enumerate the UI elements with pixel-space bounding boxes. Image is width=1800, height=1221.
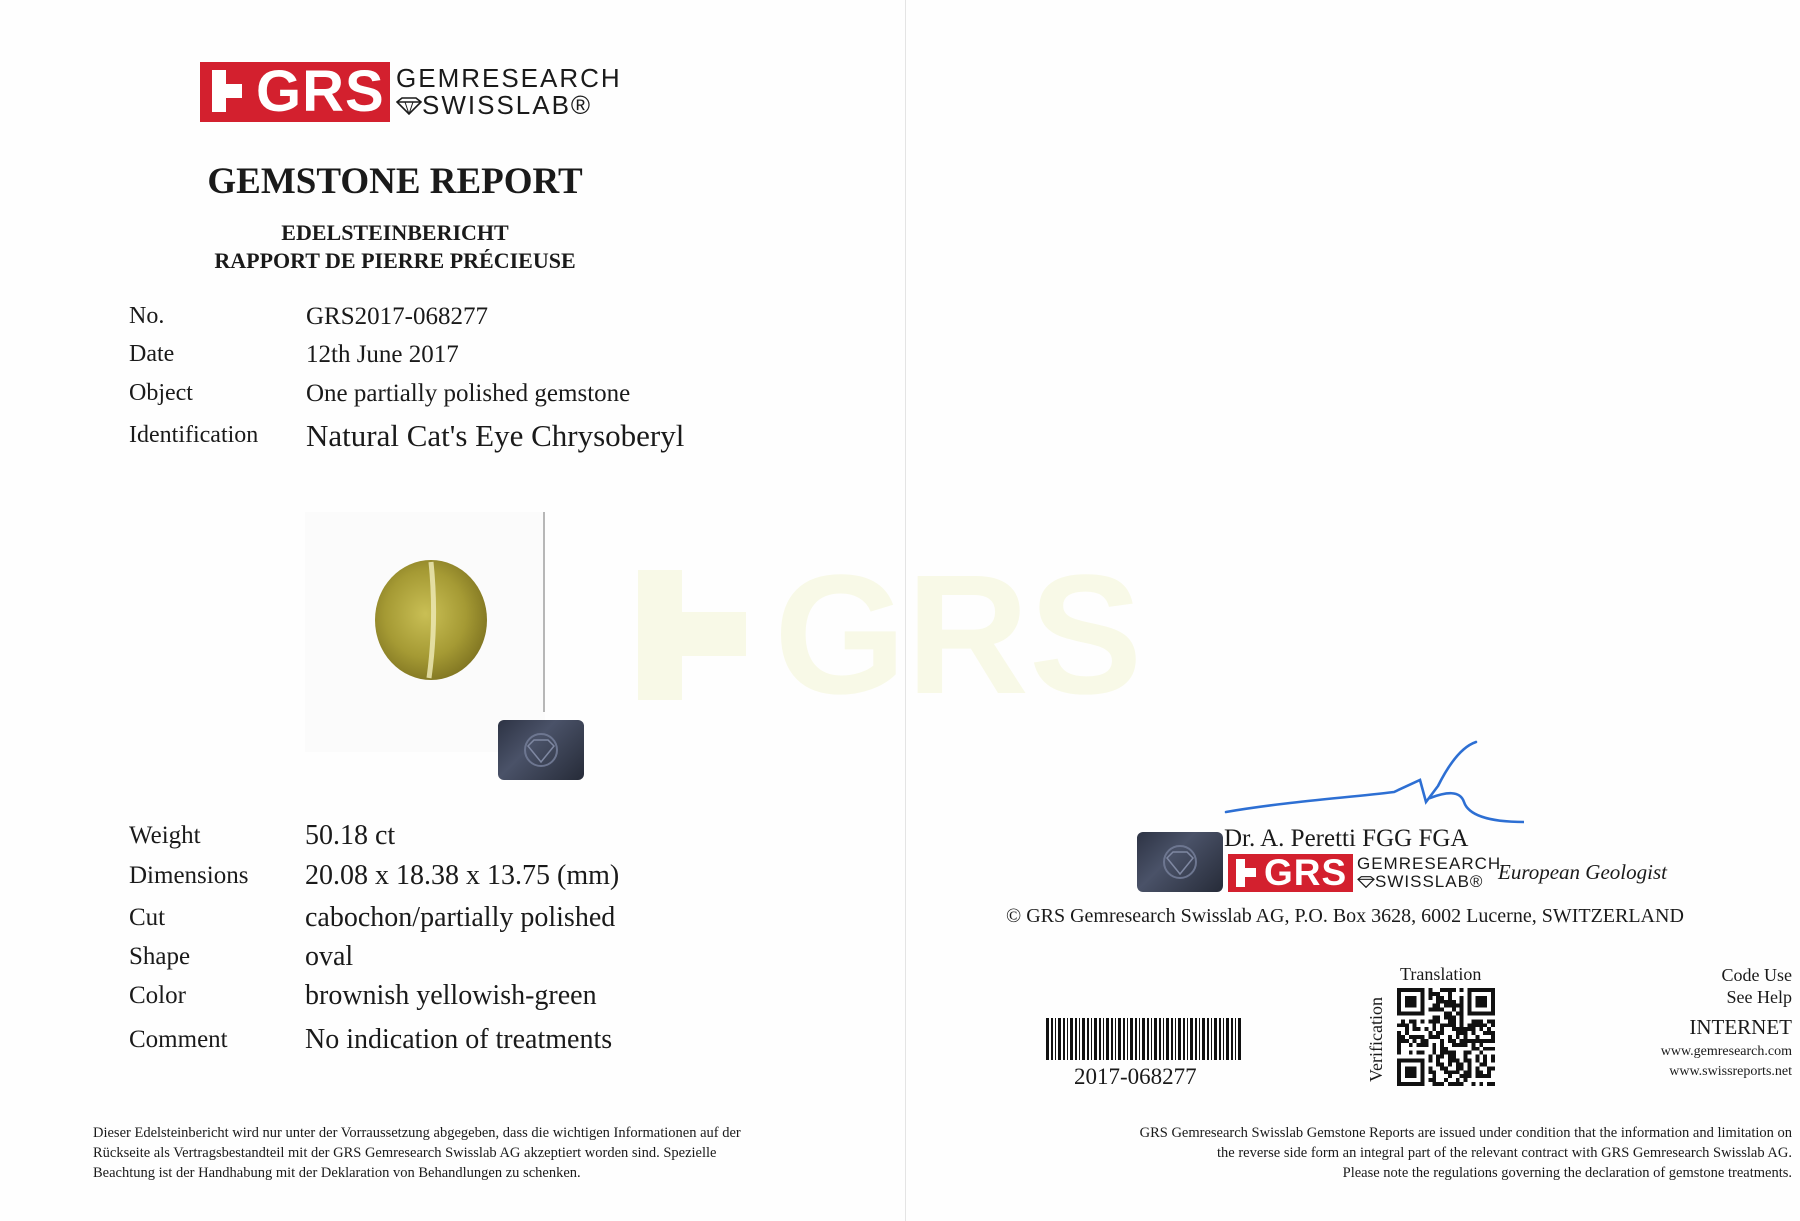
code-use-internet: INTERNET [1689, 1015, 1792, 1039]
field-label-color: Color [129, 982, 186, 1009]
field-value-comment: No indication of treatments [305, 1024, 613, 1055]
logo-line-gemresearch: GEMRESEARCH [396, 62, 622, 93]
signatory-name: Dr. A. Peretti FGG FGA [1224, 825, 1469, 852]
grs-logo-small [1228, 854, 1501, 892]
barcode-number: 2017-068277 [1074, 1064, 1197, 1089]
swiss-cross-icon [1232, 854, 1258, 892]
field-label-comment: Comment [129, 1026, 228, 1053]
footer-german-line: Rückseite als Vertragsbestandteil mit der GRS Gemresearch Swisslab AG akzeptiert worden sind. Spezielle [93, 1145, 717, 1161]
field-label-dimensions: Dimensions [129, 862, 249, 889]
hologram-seal-icon [498, 720, 584, 780]
field-label-identification: Identification [129, 422, 259, 448]
footer-english-line: Please note the regulations governing the declaration of gemstone treatments. [1342, 1165, 1792, 1181]
logo-line-swisslab: SWISSLAB® [422, 90, 593, 120]
qr-translation-label: Translation [1400, 964, 1482, 984]
copyright-address: © GRS Gemresearch Swisslab AG, P.O. Box 3628, 6002 Lucerne, SWITZERLAND [1006, 905, 1684, 927]
qr-verification-label: Verification [1366, 997, 1386, 1082]
field-label-object: Object [129, 380, 193, 406]
field-label-cut: Cut [129, 904, 166, 931]
field-value-cut: cabochon/partially polished [305, 902, 616, 933]
website-link-gemresearch[interactable]: www.gemresearch.com [1660, 1044, 1792, 1059]
footer-german-line: Beachtung ist der Handhabung mit der Deklaration von Behandlungen zu schenken. [93, 1165, 581, 1181]
grs-watermark [638, 540, 1238, 730]
field-label-number: No. [129, 303, 165, 329]
footer-note-german [93, 1123, 893, 1183]
field-value-date: 12th June 2017 [306, 341, 459, 368]
field-value-color: brownish yellowish-green [305, 980, 597, 1011]
field-label-shape: Shape [129, 943, 191, 970]
report-back-page [774, 0, 1800, 1221]
field-value-number: GRS2017-068277 [306, 303, 488, 330]
grs-logo-mark [200, 59, 390, 124]
qr-code-icon [1397, 988, 1495, 1086]
footer-note-english [926, 1123, 1792, 1183]
barcode-icon [1046, 1018, 1244, 1060]
report-title: GEMSTONE REPORT [207, 161, 583, 202]
grs-wordmark: GRS [256, 59, 385, 124]
grs-logo-mark-small [1228, 854, 1353, 892]
code-use-line: Code Use [1721, 965, 1792, 985]
field-value-shape: oval [305, 941, 354, 972]
code-use-help: See Help [1726, 987, 1792, 1007]
footer-german-line: Dieser Edelsteinbericht wird nur unter der Vorraussetzung abgegeben, dass die wichtigen Informationen auf der [93, 1125, 741, 1141]
field-value-dimensions: 20.08 x 18.38 x 13.75 (mm) [305, 860, 620, 891]
report-title-german: EDELSTEINBERICHT [281, 220, 509, 245]
hologram-seal-icon [1137, 832, 1223, 892]
grs-wordmark-small: GRS [1264, 852, 1348, 893]
gemstone-photo [305, 512, 545, 752]
signatory-title: European Geologist [1498, 860, 1667, 884]
diamond-icon [396, 97, 422, 115]
website-link-swissreports[interactable]: www.swissreports.net [1669, 1064, 1792, 1079]
footer-english-line: the reverse side form an integral part of the relevant contract with GRS Gemresearch Swisslab AG. [1217, 1145, 1792, 1161]
signature-mark [1224, 740, 1524, 830]
barcode [1046, 1018, 1244, 1065]
footer-english-line: GRS Gemresearch Swisslab Gemstone Reports are issued under condition that the information and limitation on [1139, 1125, 1792, 1141]
swiss-cross-icon [206, 62, 248, 122]
qr-code[interactable] [1397, 988, 1495, 1086]
field-value-object: One partially polished gemstone [306, 380, 631, 407]
field-value-identification: Natural Cat's Eye Chrysoberyl [306, 418, 685, 453]
report-title-french: RAPPORT DE PIERRE PRÉCIEUSE [214, 248, 576, 273]
code-use-block [1506, 964, 1792, 1082]
field-label-date: Date [129, 341, 175, 367]
diamond-icon [1357, 876, 1375, 888]
logo-line-gemresearch: GEMRESEARCH [1357, 854, 1502, 874]
field-value-weight: 50.18 ct [305, 820, 396, 851]
grs-logo [200, 59, 622, 124]
watermark-text: GRS [774, 540, 1143, 730]
watermark-cross-icon [638, 560, 746, 710]
logo-line-swisslab: SWISSLAB® [1375, 872, 1484, 891]
field-label-weight: Weight [129, 822, 201, 849]
